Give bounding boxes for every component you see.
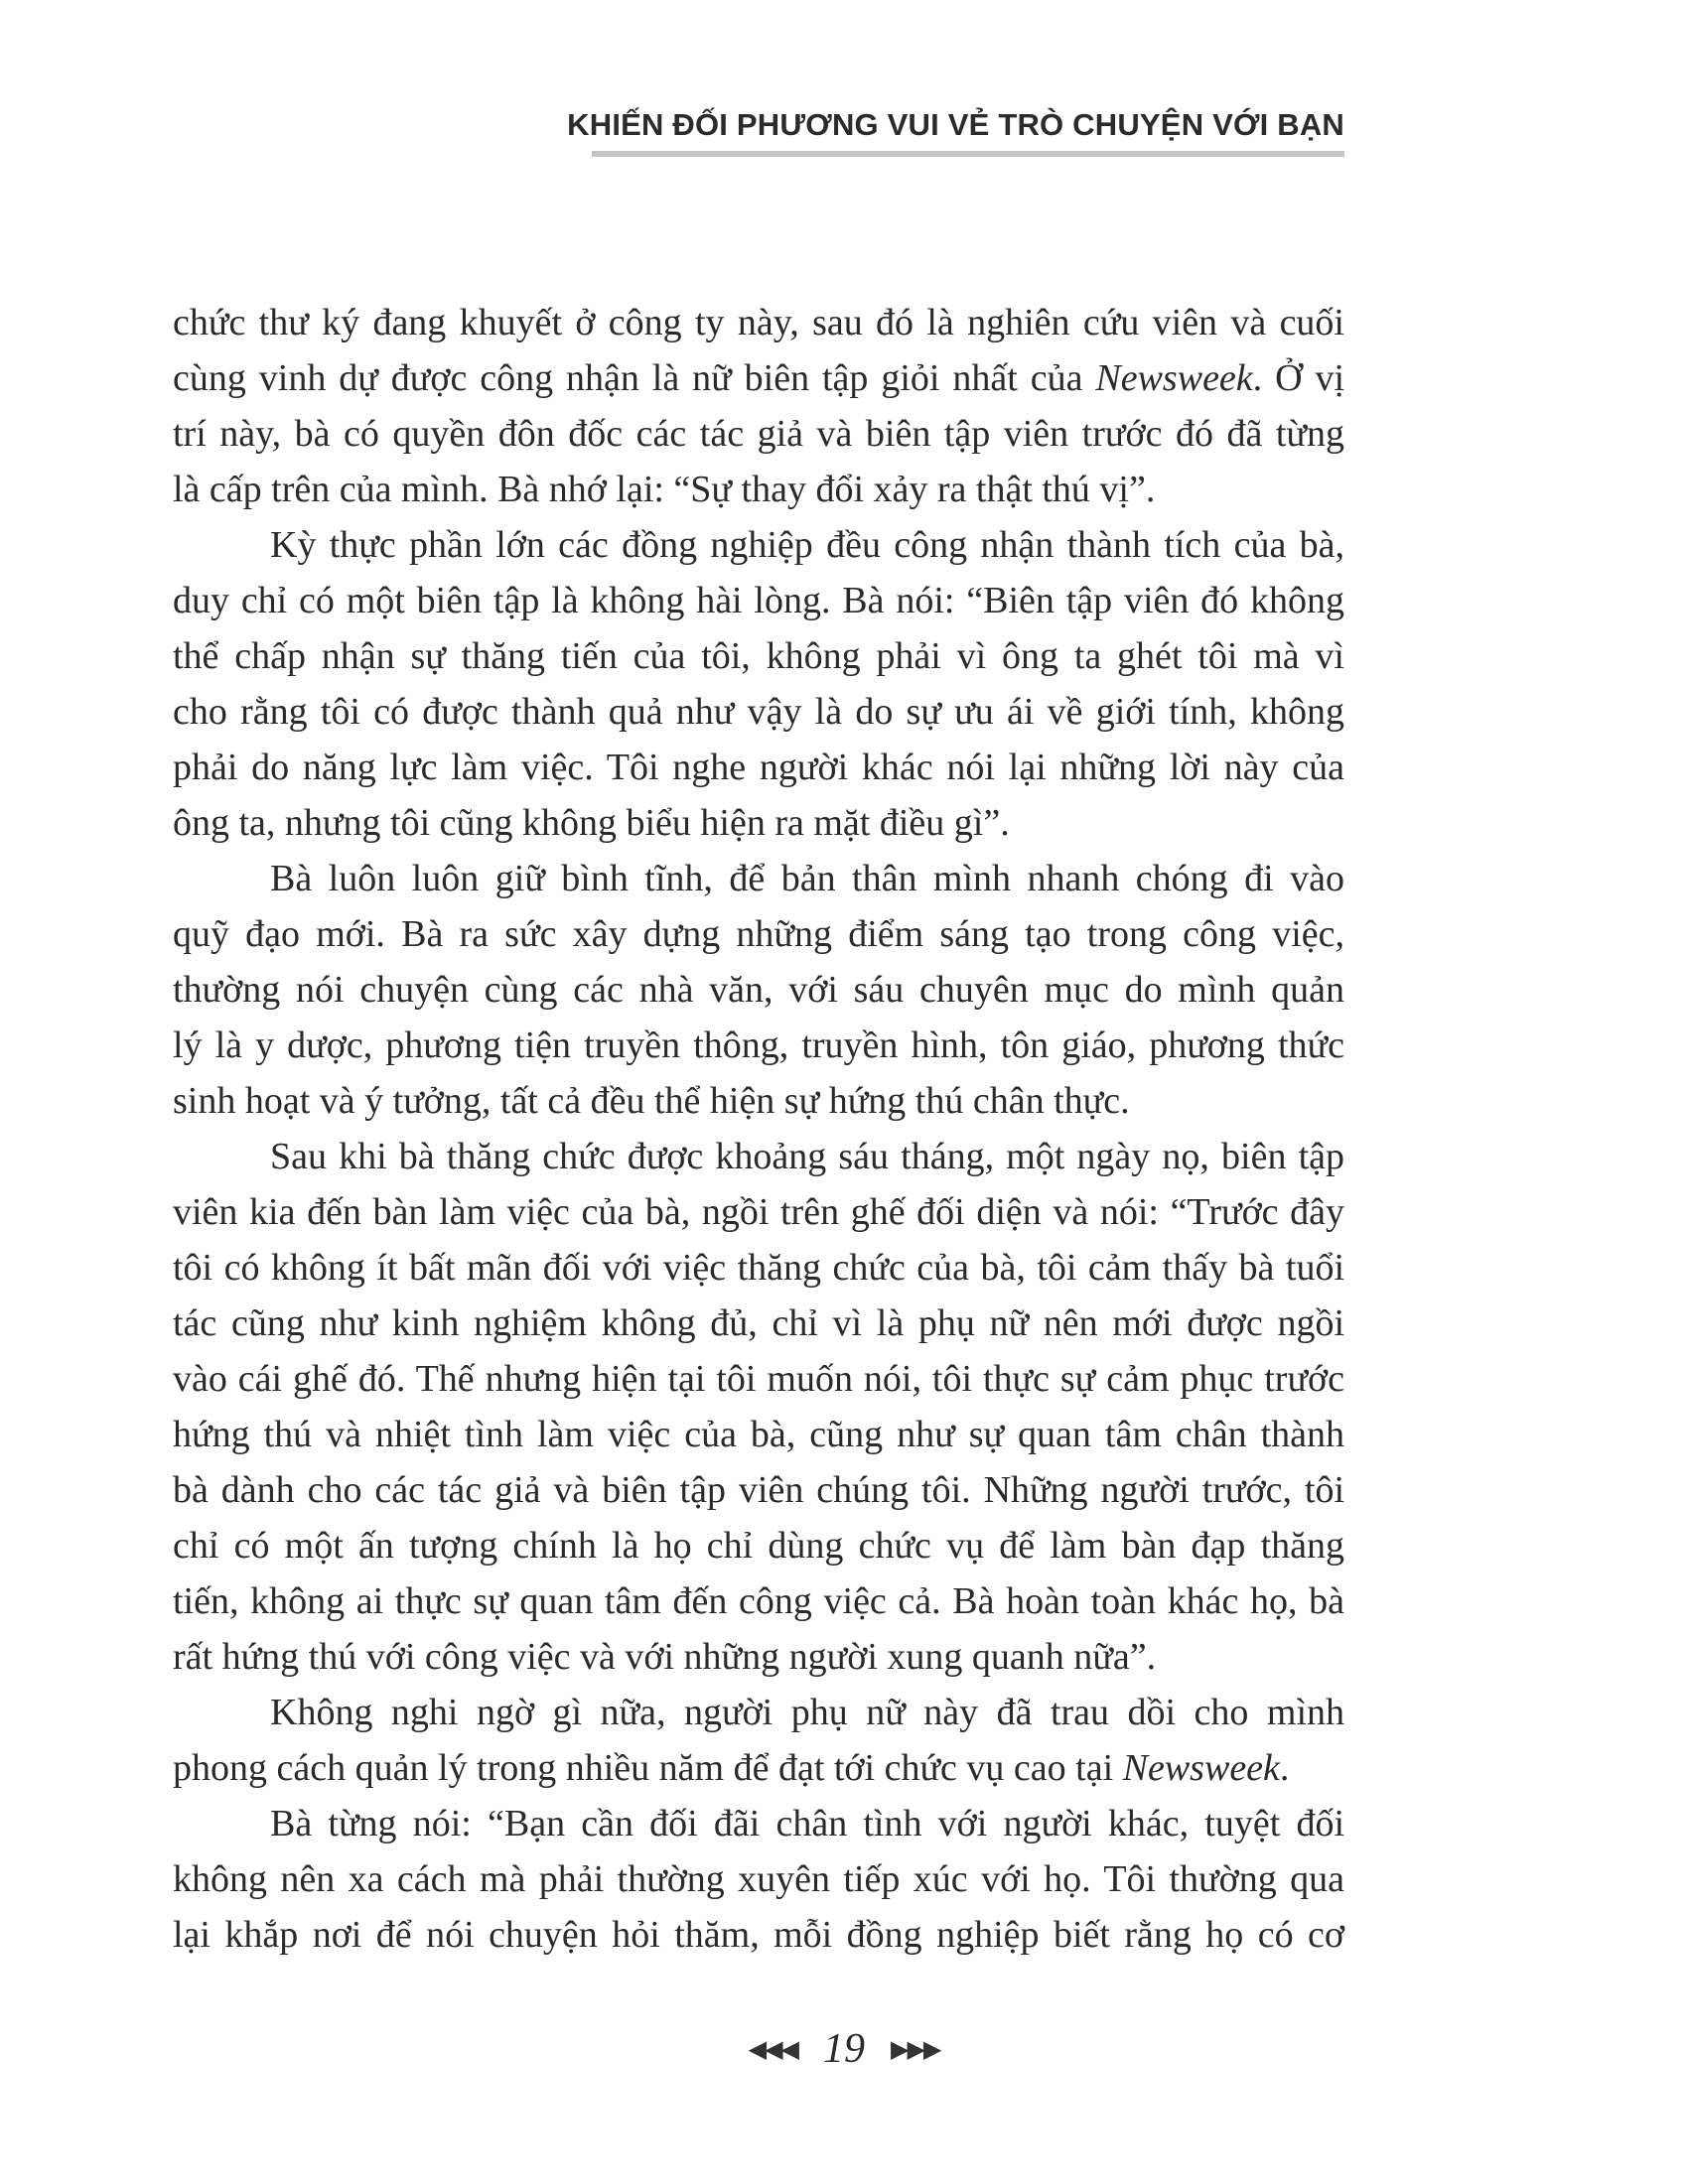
text-line: duy chỉ có một biên tập là không hài lòng. Bà nói: “Biên tập viên đó không xyxy=(173,580,1344,621)
text-line: sinh hoạt và ý tưởng, tất cả đều thể hiện sự hứng thú chân thực. xyxy=(173,1080,1130,1122)
text-segment: . Ở vị xyxy=(1252,357,1345,399)
text-segment: . xyxy=(1279,1747,1290,1789)
text-line: lý là y dược, phương tiện truyền thông, truyền hình, tôn giáo, phương thức xyxy=(173,1024,1344,1066)
text-line: không nên xa cách mà phải thường xuyên tiếp xúc với họ. Tôi thường qua xyxy=(173,1858,1344,1900)
body-text xyxy=(173,295,1344,1963)
text-line xyxy=(173,1740,1344,1796)
text-line: lại khắp nơi để nói chuyện hỏi thăm, mỗi đồng nghiệp biết rằng họ có cơ xyxy=(173,1914,1344,1956)
text-line: chức thư ký đang khuyết ở công ty này, sau đó là nghiên cứu viên và cuối xyxy=(173,302,1344,343)
text-segment: cùng vinh dự được công nhận là nữ biên tập giỏi nhất của xyxy=(173,357,1083,399)
italic-title: Newsweek xyxy=(1122,1747,1280,1789)
text-line: tác cũng như kinh nghiệm không đủ, chỉ vì là phụ nữ nên mới được ngồi xyxy=(173,1302,1344,1344)
page-footer xyxy=(0,2025,1688,2073)
italic-title: Newsweek xyxy=(1095,357,1253,399)
text-line: thể chấp nhận sự thăng tiến của tôi, không phải vì ông ta ghét tôi mà vì xyxy=(173,635,1344,677)
text-line xyxy=(173,350,1344,406)
text-line: Kỳ thực phần lớn các đồng nghiệp đều công nhận thành tích của bà, xyxy=(270,524,1344,566)
text-line: trí này, bà có quyền đôn đốc các tác giả và biên tập viên trước đó đã từng xyxy=(173,413,1344,455)
text-line: cho rằng tôi có được thành quả như vậy là do sự ưu ái về giới tính, không xyxy=(173,691,1344,733)
text-line: thường nói chuyện cùng các nhà văn, với sáu chuyên mục do mình quản xyxy=(173,969,1344,1011)
left-arrows-icon: ◀◀◀ xyxy=(748,2035,797,2063)
text-line: quỹ đạo mới. Bà ra sức xây dựng những điểm sáng tạo trong công việc, xyxy=(173,913,1344,955)
text-line: tôi có không ít bất mãn đối với việc thăng chức của bà, tôi cảm thấy bà tuổi xyxy=(173,1247,1344,1289)
text-line: ông ta, nhưng tôi cũng không biểu hiện ra mặt điều gì”. xyxy=(173,802,1010,844)
text-line: tiến, không ai thực sự quan tâm đến công việc cả. Bà hoàn toàn khác họ, bà xyxy=(173,1580,1344,1622)
text-line: Bà từng nói: “Bạn cần đối đãi chân tình với người khác, tuyệt đối xyxy=(270,1803,1344,1844)
text-line: phải do năng lực làm việc. Tôi nghe người khác nói lại những lời này của xyxy=(173,747,1344,788)
right-arrows-icon: ▶▶▶ xyxy=(891,2035,940,2063)
text-line: Bà luôn luôn giữ bình tĩnh, để bản thân mình nhanh chóng đi vào xyxy=(270,858,1344,899)
page-number: 19 xyxy=(823,2026,865,2072)
text-line: Không nghi ngờ gì nữa, người phụ nữ này đã trau dồi cho mình xyxy=(270,1692,1344,1733)
running-header-title: KHIẾN ĐỐI PHƯƠNG VUI VẺ TRÒ CHUYỆN VỚI BẠN xyxy=(567,107,1344,142)
text-line: chỉ có một ấn tượng chính là họ chỉ dùng chức vụ để làm bàn đạp thăng xyxy=(173,1525,1344,1567)
text-line: Sau khi bà thăng chức được khoảng sáu tháng, một ngày nọ, biên tập xyxy=(270,1136,1344,1177)
text-line: vào cái ghế đó. Thế nhưng hiện tại tôi muốn nói, tôi thực sự cảm phục trước xyxy=(173,1358,1344,1400)
header-rule xyxy=(592,151,1344,157)
text-segment: phong cách quản lý trong nhiều năm để đạt tới chức vụ cao tại xyxy=(173,1747,1114,1789)
text-line: bà dành cho các tác giả và biên tập viên chúng tôi. Những người trước, tôi xyxy=(173,1469,1344,1511)
text-line: rất hứng thú với công việc và với những người xung quanh nữa”. xyxy=(173,1636,1157,1678)
text-line: viên kia đến bàn làm việc của bà, ngồi trên ghế đối diện và nói: “Trước đây xyxy=(173,1191,1344,1233)
text-line: hứng thú và nhiệt tình làm việc của bà, cũng như sự quan tâm chân thành xyxy=(173,1414,1344,1455)
text-line: là cấp trên của mình. Bà nhớ lại: “Sự thay đổi xảy ra thật thú vị”. xyxy=(173,469,1156,510)
